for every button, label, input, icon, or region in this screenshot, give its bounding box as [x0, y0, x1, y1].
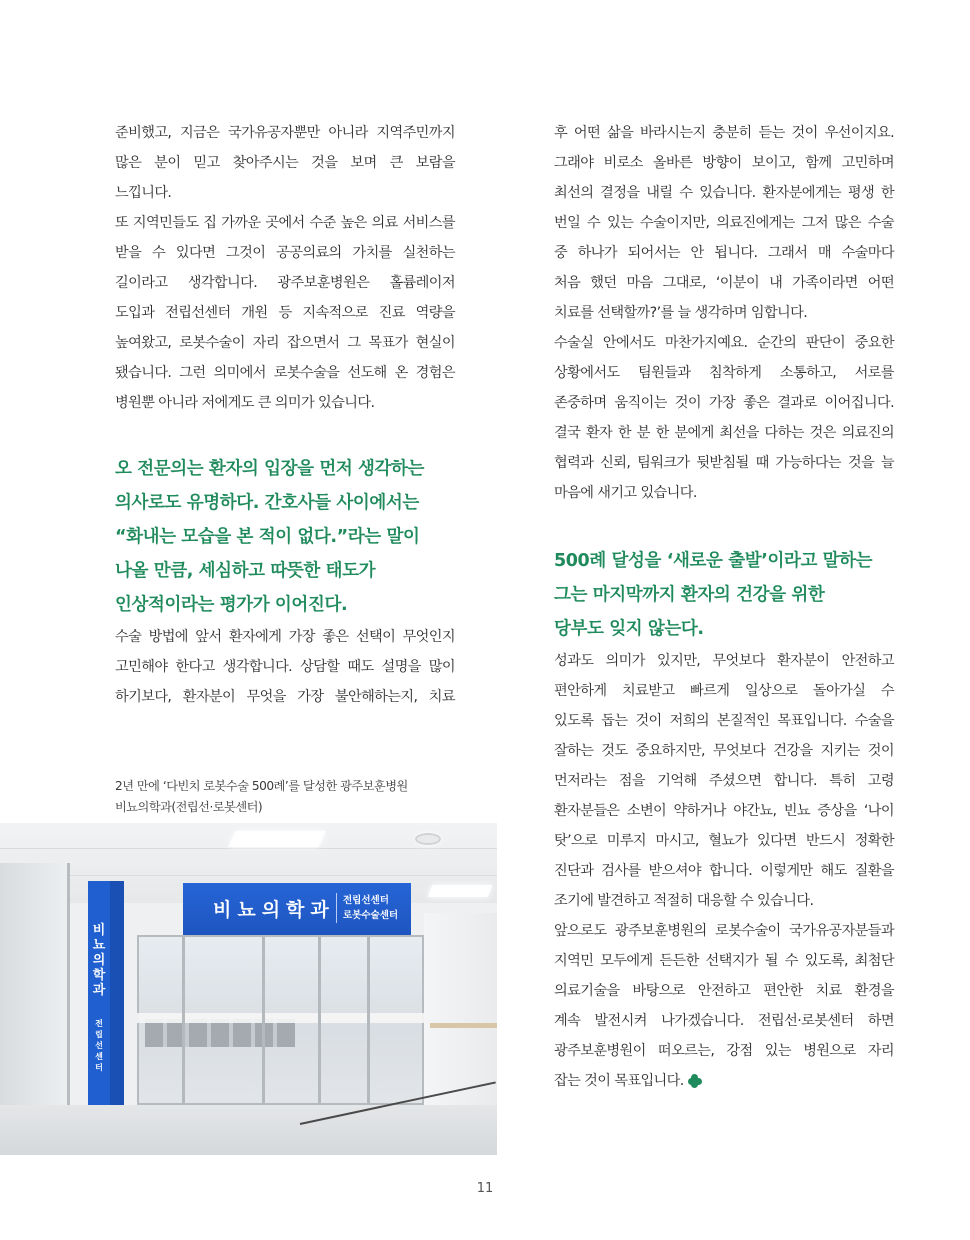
frosted-band: [137, 1013, 424, 1023]
page-number: 11: [476, 1181, 494, 1196]
hospital-urology-photo: [0, 823, 497, 1155]
text-line: 번일 수 있는 수술이지만, 의료진에게는 그저 많은 수술: [554, 215, 894, 231]
caption-line: 2년 만에 ‘다빈치 로봇수술 500례’를 달성한 광주보훈병원: [115, 779, 408, 793]
right-paragraph-2: [554, 328, 894, 508]
text-line: 도입과 전립선센터 개원 등 지속적으로 진료 역량을: [115, 305, 455, 321]
text-line: 받을 수 있다면 그것이 공공의료의 가치를 실천하는: [115, 245, 455, 261]
text-line: 성과도 의미가 있지만, 무엇보다 환자분이 안전하고: [554, 653, 894, 669]
text-line: 처음 했던 마음 그대로, ‘이분이 내 가족이라면 어떤: [554, 275, 894, 291]
left-column: [115, 118, 455, 712]
quote-line: 당부도 잊지 않는다.: [554, 619, 704, 639]
blue-pillar-side: [110, 881, 124, 1121]
left-pull-quote: [115, 452, 455, 622]
quote-line: “화내는 모습을 본 적이 없다.”라는 말이: [115, 527, 420, 547]
floor: [0, 1105, 497, 1155]
text-line: 최선의 결정을 내릴 수 있습니다. 환자분에게는 평생 한: [554, 185, 894, 201]
text-line: 편안하게 치료받고 빠르게 일상으로 돌아가실 수: [554, 683, 894, 699]
pillar-text-main: 비 뇨 의 학 과: [92, 923, 106, 998]
text-line: 있도록 돕는 것이 저희의 본질적인 목표입니다. 수술을: [554, 713, 894, 729]
ceiling-light: [428, 885, 492, 897]
text-line: 치료를 선택할까?’를 늘 생각하며 임합니다.: [554, 305, 808, 321]
quote-line: 오 전문의는 환자의 입장을 먼저 생각하는: [115, 459, 425, 479]
left-glass-door: [0, 863, 70, 1125]
text-line: 고민해야 한다고 생각합니다. 상담할 때도 설명을 많이: [115, 659, 455, 675]
text-line: 느낍니다.: [115, 185, 172, 201]
text-line: 마음에 새기고 있습니다.: [554, 485, 697, 501]
sign-main-text: 비뇨의학과: [213, 899, 335, 921]
right-paragraph-4: [554, 916, 894, 1096]
text-line: 진단과 검사를 받으셔야 합니다. 이렇게만 해도 질환을: [554, 863, 894, 879]
left-paragraph-2: [115, 208, 455, 418]
text-line: 존중하며 움직이는 것이 가장 좋은 결과로 이어집니다.: [554, 395, 894, 411]
right-pull-quote: [554, 544, 894, 646]
door-frame: [262, 935, 265, 1107]
text-line: 광주보훈병원이 떠오르는, 강점 있는 병원으로 자리: [554, 1043, 894, 1059]
text-line: 상황에서도 팀원들과 침착하게 소통하고, 서로를: [554, 365, 894, 381]
ceiling-tile-line: [0, 848, 497, 849]
text-line: 병원뿐 아니라 저에게도 큰 의미가 있습니다.: [115, 395, 375, 411]
right-paragraph-1: [554, 118, 894, 328]
text-line: 수술 방법에 앞서 환자에게 가장 좋은 선택이 무엇인지: [115, 629, 455, 645]
text-line: 잘하는 것도 중요하지만, 무엇보다 건강을 지키는 것이: [554, 743, 894, 759]
text-line: 하기보다, 환자분이 무엇을 가장 불안해하는지, 치료: [115, 689, 455, 705]
text-line: 길이라고 생각합니다. 광주보훈병원은 홀륨레이저: [115, 275, 455, 291]
text-line: 환자분들은 소변이 약하거나 야간뇨, 빈뇨 증상을 ‘나이: [554, 803, 894, 819]
left-paragraph-1: [115, 118, 455, 208]
text-line: 수술실 안에서도 마찬가지예요. 순간의 판단이 중요한: [554, 335, 894, 351]
text-line: 의료기술을 바탕으로 안전하고 편안한 치료 환경을: [554, 983, 894, 999]
text-line: 먼저라는 점을 기억해 주셨으면 합니다. 특히 고령: [554, 773, 894, 789]
door-frame: [318, 935, 321, 1107]
text-line: 앞으로도 광주보훈병원의 로봇수술이 국가유공자분들과: [554, 923, 894, 939]
ceiling-tile-line: [0, 875, 497, 876]
door-frame: [182, 935, 185, 1107]
text-line: 계속 발전시켜 나가겠습니다. 전립선·로봇센터 하면: [554, 1013, 894, 1029]
text-line: 그래야 비로소 올바른 방향이 보이고, 함께 고민하며: [554, 155, 894, 171]
ceiling-speaker: [415, 833, 441, 845]
text-line: 지역민 모두에게 든든한 선택지가 될 수 있도록, 최첨단: [554, 953, 894, 969]
photo-caption: [115, 776, 408, 818]
quote-line: 그는 마지막까지 환자의 건강을 위한: [554, 585, 825, 605]
text-line: 중 하나가 되어서는 안 됩니다. 그래서 매 수술마다: [554, 245, 894, 261]
text-line: 많은 분이 믿고 찾아주시는 것을 보며 큰 보람을: [115, 155, 455, 171]
quote-line: 500례 달성을 ‘새로운 출발’이라고 말하는: [554, 551, 873, 571]
pillar-text-sub: 전 립 선 센 터: [95, 1019, 103, 1072]
right-paragraph-3: [554, 646, 894, 916]
door-frame: [367, 935, 370, 1107]
quote-line: 인상적이라는 평가가 이어진다.: [115, 595, 348, 615]
clover-icon: [688, 1074, 702, 1088]
caption-line: 비뇨의학과(전립선·로봇센터): [115, 800, 263, 814]
left-paragraph-3: [115, 622, 455, 712]
text-line: 탓’으로 미루지 마시고, 혈뇨가 있다면 반드시 정확한: [554, 833, 894, 849]
text-line: 후 어떤 삶을 바라시는지 충분히 듣는 것이 우선이지요.: [554, 125, 894, 141]
text-line: 준비했고, 지금은 국가유공자뿐만 아니라 지역주민까지: [115, 125, 455, 141]
right-column: [554, 118, 894, 1096]
quote-line: 의사로도 유명하다. 간호사들 사이에서는: [115, 493, 419, 513]
wall-handrail: [430, 1023, 497, 1028]
waiting-chairs: [145, 1019, 295, 1047]
text-line: 됐습니다. 그런 의미에서 로봇수술을 선도해 온 경험은: [115, 365, 455, 381]
text-line: 높여왔고, 로봇수술이 자리 잡으면서 그 목표가 현실이: [115, 335, 455, 351]
quote-line: 나올 만큼, 세심하고 따뜻한 태도가: [115, 561, 376, 581]
text-line: 조기에 발견하고 적절히 대응할 수 있습니다.: [554, 893, 814, 909]
text-line: 또 지역민들도 집 가까운 곳에서 수준 높은 의료 서비스를: [115, 215, 455, 231]
text-line: 잡는 것이 목표입니다.: [554, 1066, 894, 1096]
ceiling-light: [228, 831, 325, 847]
text-line: 협력과 신뢰, 팀워크가 뒷받침될 때 가능하다는 것을 늘: [554, 455, 894, 471]
text-line: 결국 환자 한 분 한 분에게 최선을 다하는 것은 의료진의: [554, 425, 894, 441]
sign-sub-text: 전립선센터 로봇수술센터: [336, 893, 398, 923]
department-sign: [183, 883, 411, 935]
